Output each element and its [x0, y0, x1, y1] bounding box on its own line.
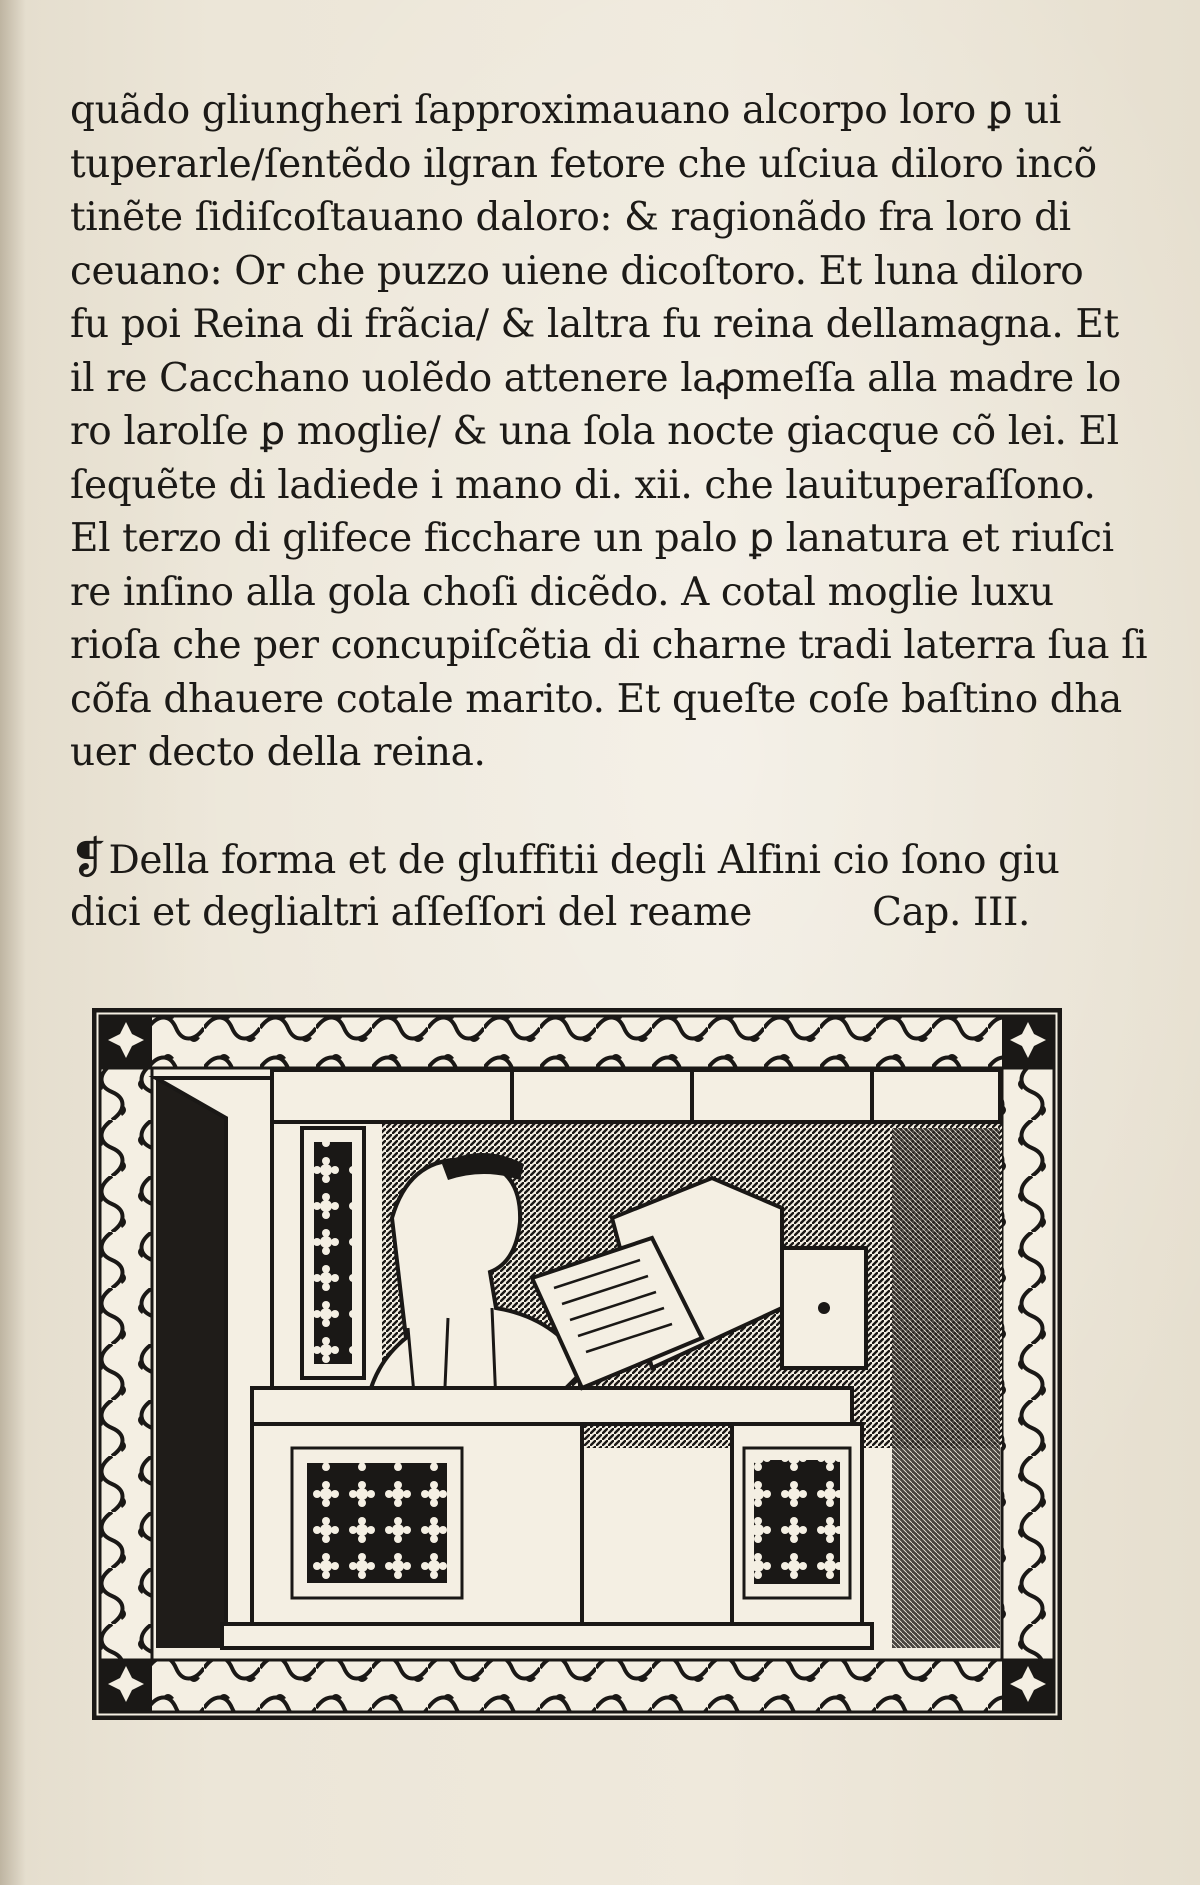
body-line: El terzo di glifece ficchare un palo ꝑ lanatura et riuſci	[70, 516, 1114, 561]
body-line: cõfa dhauere cotale marito. Et queſte coſe baſtino dha	[70, 676, 1122, 722]
body-line: re inſino alla gola choſi dicẽdo. A cotal moglie luxu	[70, 569, 1054, 615]
body-line: ſequẽte di ladiede i mano di. xii. che lauituperaſſono.	[70, 462, 1096, 508]
body-line: il re Cacchano uolẽdo attenere laꝓmeſſa alla madre lo	[70, 355, 1122, 401]
woodcut-illustration	[92, 1008, 1062, 1720]
chapter-heading	[70, 832, 1060, 940]
body-line: fu poi Reina di frãcia/ & laltra fu reina dellamagna. Et	[70, 302, 1119, 347]
chapter-number: Cap. III.	[872, 890, 1030, 935]
chapter-heading-line-1	[70, 832, 1060, 886]
body-line: rioſa che per concupiſcẽtia di charne tradi laterra ſua ſi	[70, 623, 1148, 668]
page-gutter-shadow	[0, 0, 26, 1885]
body-line: tuperarle/ſentẽdo ilgran fetore che uſciua diloro incõ	[70, 141, 1097, 187]
chapter-title-part-2: dici et deglialtri aſſeſſori del reame	[70, 890, 752, 935]
body-line: quãdo gliungheri ſapproximauano alcorpo loro ꝑ ui	[70, 88, 1061, 133]
body-line: uer decto della reina.	[70, 730, 486, 775]
body-line: ro larolſe ꝑ moglie/ & una ſola nocte giacque cõ lei. El	[70, 409, 1119, 454]
chapter-title-part-1: Della forma et de gluffitii degli Alfini cio ſono giu	[108, 838, 1060, 883]
body-line: ceuano: Or che puzzo uiene dicoſtoro. Et luna diloro	[70, 248, 1084, 294]
body-line: tinẽte ſidiſcoſtauano daloro: & ragionãdo fra loro di	[70, 195, 1071, 240]
body-text	[70, 84, 1148, 780]
woodcut-scholar-icon	[92, 1008, 1062, 1720]
pilcrow-icon: ❡	[70, 833, 107, 884]
